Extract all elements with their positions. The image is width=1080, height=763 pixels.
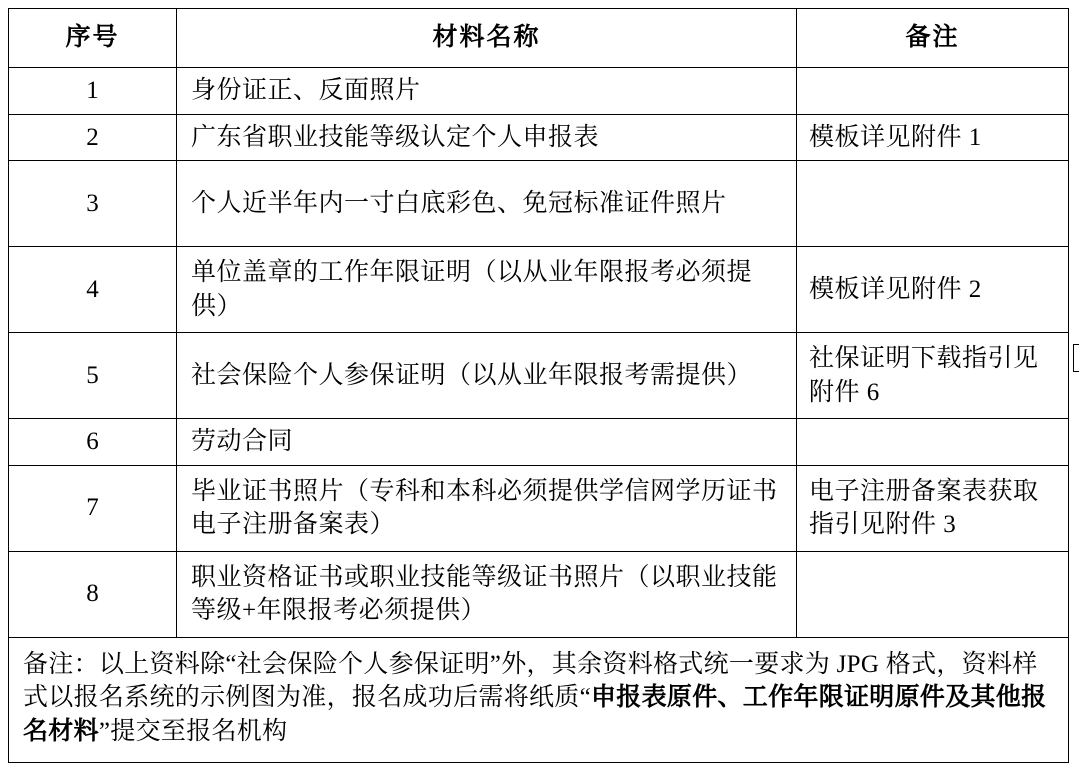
footer-note-part2: ”提交至报名机构	[98, 717, 288, 745]
row-remark: 模板详见附件 1	[797, 114, 1069, 161]
row-material-name: 毕业证书照片（专科和本科必须提供学信网学历证书电子注册备案表）	[177, 465, 797, 551]
row-material-name: 社会保险个人参保证明（以从业年限报考需提供）	[177, 333, 797, 419]
row-remark	[797, 68, 1069, 115]
table-body	[9, 68, 1069, 763]
row-remark: 模板详见附件 2	[797, 247, 1069, 333]
table-footer-note	[9, 637, 1069, 763]
table-row	[9, 161, 1069, 247]
row-index: 1	[9, 68, 177, 115]
row-material-name: 个人近半年内一寸白底彩色、免冠标准证件照片	[177, 161, 797, 247]
page-edge-mark	[1073, 344, 1079, 372]
row-index: 7	[9, 465, 177, 551]
row-index: 2	[9, 114, 177, 161]
row-index: 6	[9, 419, 177, 466]
table-row	[9, 247, 1069, 333]
materials-table	[8, 8, 1069, 763]
row-remark	[797, 419, 1069, 466]
column-header-index: 序号	[9, 9, 177, 68]
table-row	[9, 114, 1069, 161]
row-remark: 社保证明下载指引见附件 6	[797, 333, 1069, 419]
row-material-name: 职业资格证书或职业技能等级证书照片（以职业技能等级+年限报考必须提供）	[177, 551, 797, 637]
row-index: 8	[9, 551, 177, 637]
row-remark: 电子注册备案表获取指引见附件 3	[797, 465, 1069, 551]
row-material-name: 广东省职业技能等级认定个人申报表	[177, 114, 797, 161]
row-index: 4	[9, 247, 177, 333]
table-row	[9, 68, 1069, 115]
table-header-row	[9, 9, 1069, 68]
document-page	[0, 8, 1080, 745]
footer-note-emphasis: 申报表原件、工作年限证明原件及其他报名材料	[23, 684, 1047, 745]
column-header-remark: 备注	[797, 9, 1069, 68]
table-header	[9, 9, 1069, 68]
footer-note-part1: 备注：以上资料除“社会保险个人参保证明”外，其余资料格式统一要求为 JPG 格式，资料样式以报名系统的示例图为准，报名成功后需将纸质“	[23, 650, 1038, 711]
row-index: 3	[9, 161, 177, 247]
row-index: 5	[9, 333, 177, 419]
row-remark	[797, 161, 1069, 247]
column-header-material-name: 材料名称	[177, 9, 797, 68]
table-row	[9, 465, 1069, 551]
table-row	[9, 333, 1069, 419]
row-material-name: 单位盖章的工作年限证明（以从业年限报考必须提供）	[177, 247, 797, 333]
row-material-name: 劳动合同	[177, 419, 797, 466]
table-row	[9, 419, 1069, 466]
table-row	[9, 551, 1069, 637]
table-footer-row	[9, 637, 1069, 763]
row-remark	[797, 551, 1069, 637]
row-material-name: 身份证正、反面照片	[177, 68, 797, 115]
